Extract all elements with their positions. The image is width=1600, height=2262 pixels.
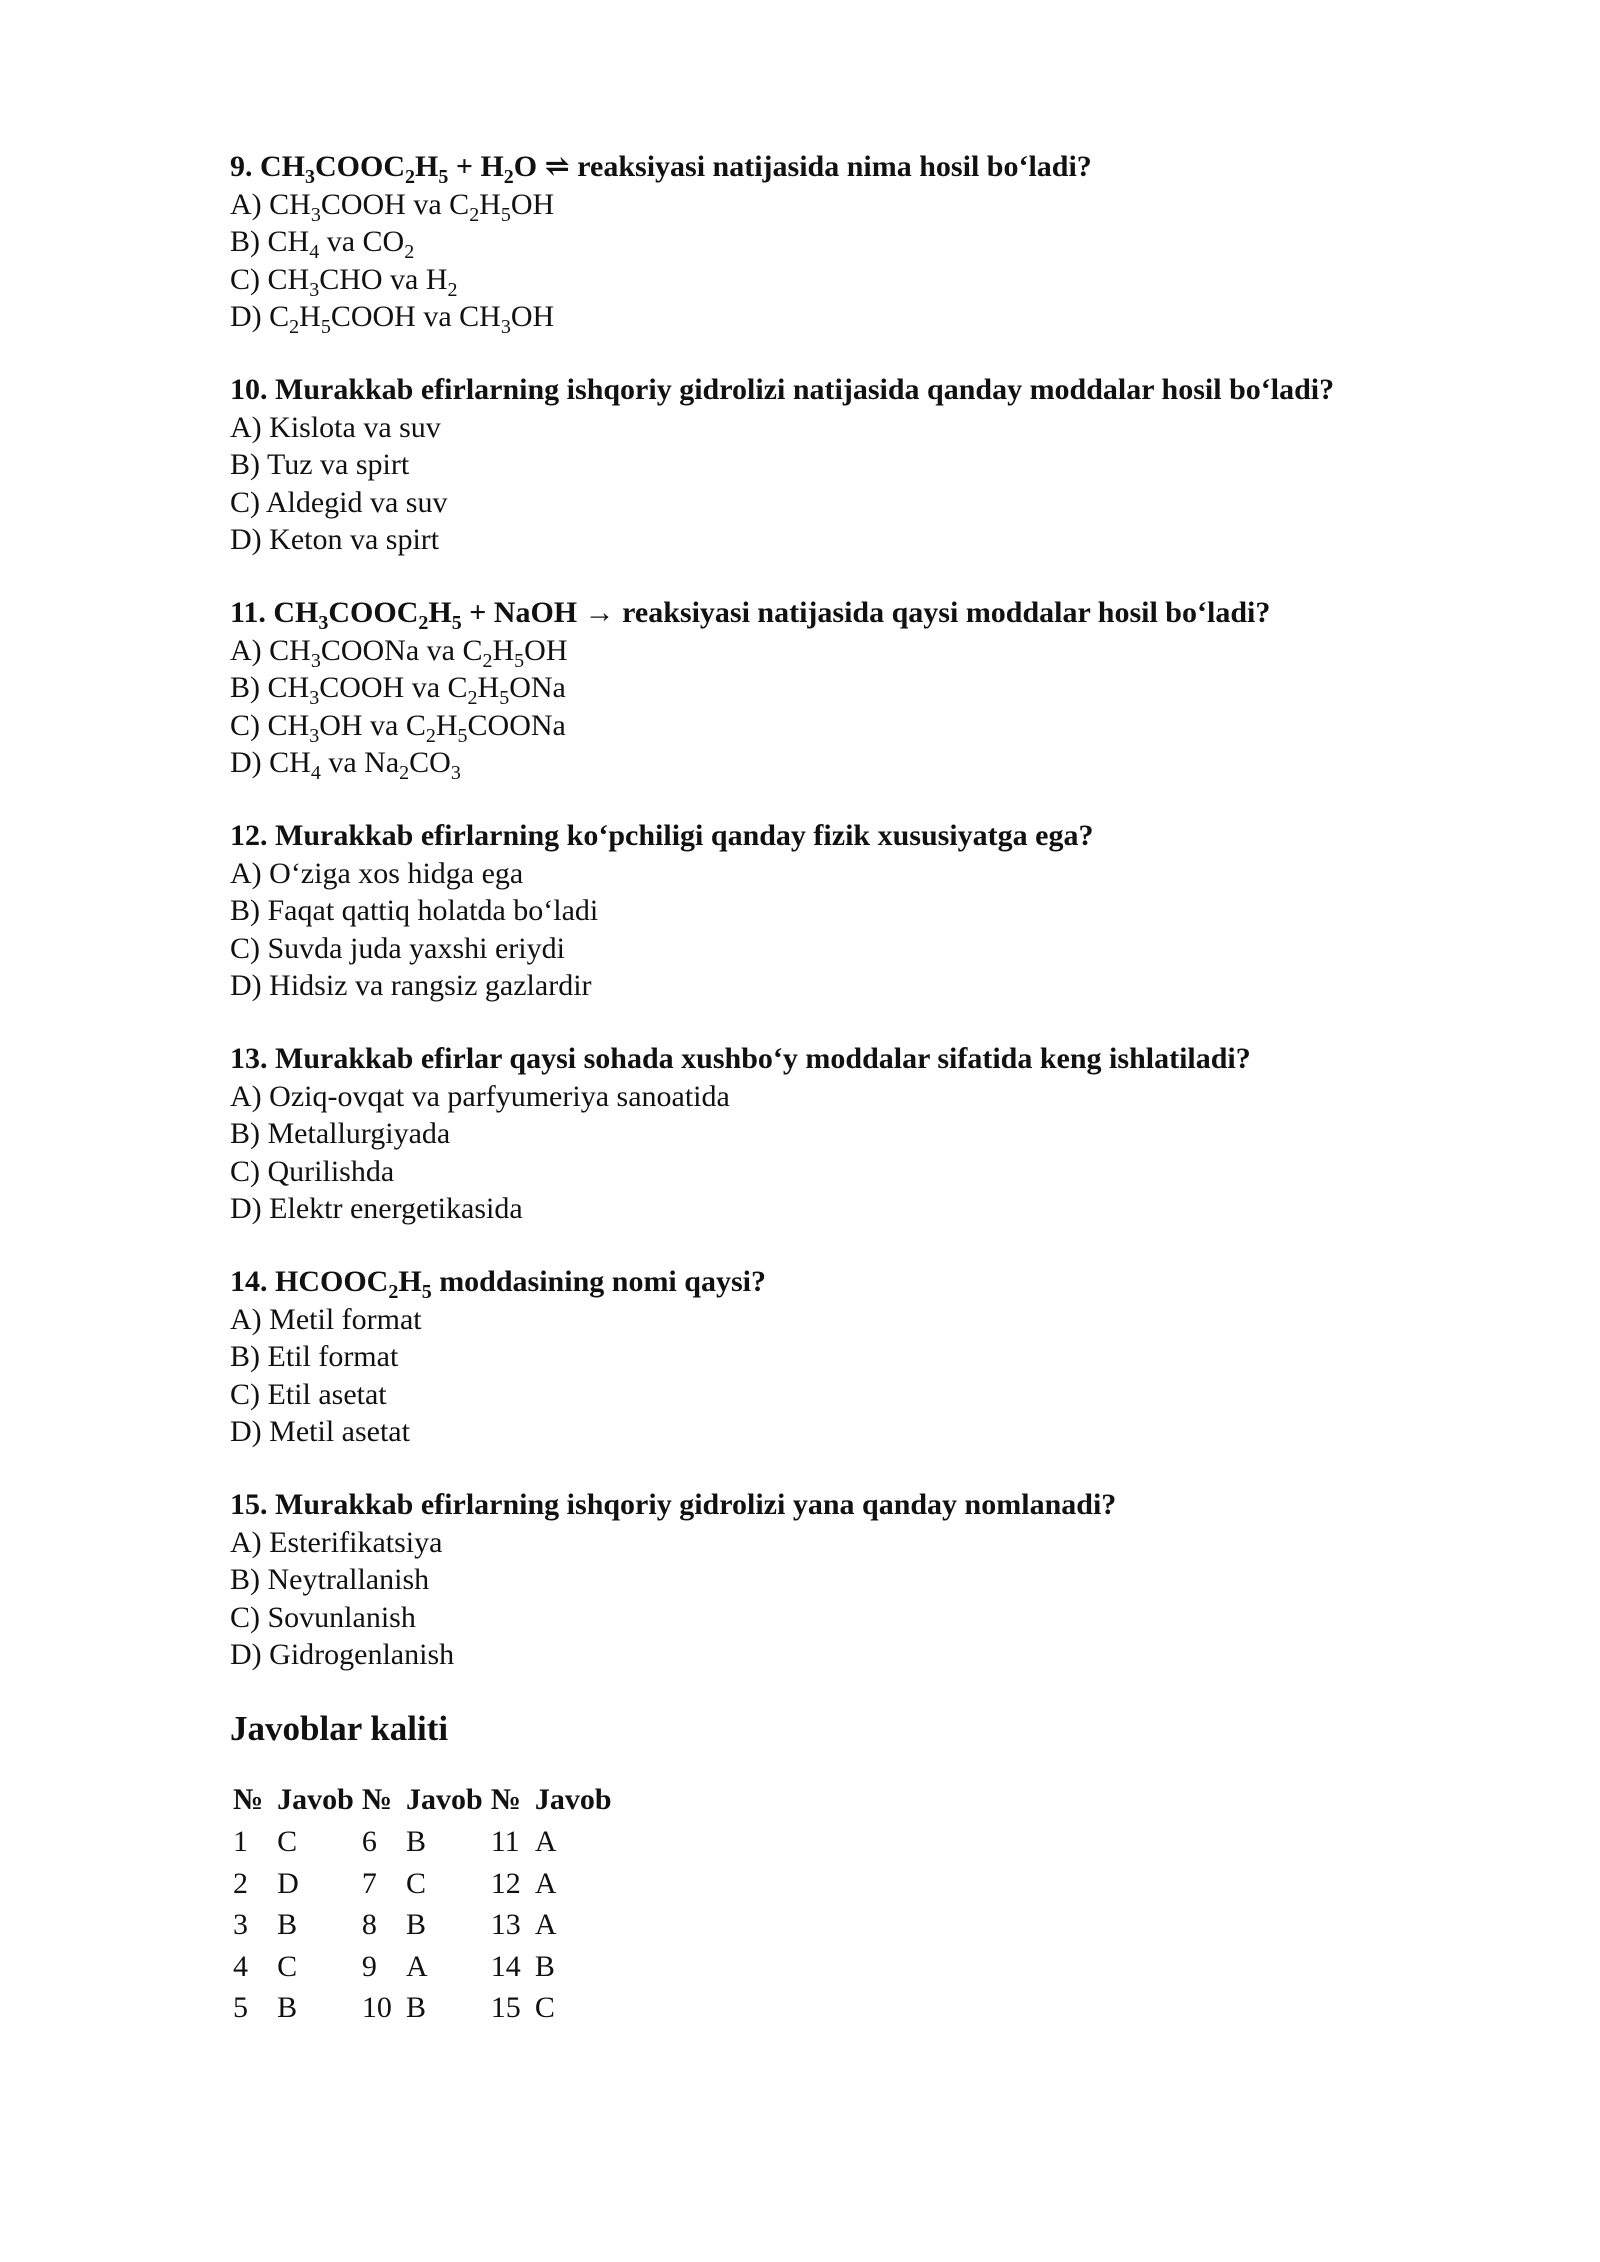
text-fragment: OH (510, 300, 555, 333)
question-block (230, 594, 1430, 782)
question-number-cell: 12 (490, 1866, 521, 1900)
text-fragment: C) Suvda juda yaxshi eriydi (230, 931, 565, 965)
subscript: 5 (499, 687, 510, 709)
text-fragment: va CO (319, 225, 405, 258)
subscript: 5 (451, 612, 462, 634)
subscript: 2 (418, 612, 429, 634)
text-fragment: D) Hidsiz va rangsiz gazlardir (230, 969, 592, 1002)
text-fragment: OH (524, 633, 568, 667)
header-answer: Javob (277, 1783, 354, 1816)
answer-option (230, 298, 1430, 336)
subscript: 5 (457, 724, 468, 747)
answer-option (230, 1636, 1430, 1674)
subscript: 3 (309, 687, 320, 709)
answer-option (230, 186, 1430, 224)
text-fragment: 12. Murakkab efirlarning ko‘pchiligi qanday fizik xususiyatga ega? (230, 819, 1094, 852)
answer-option (230, 1599, 1430, 1637)
subscript: 2 (388, 1281, 399, 1303)
answer-option (230, 744, 1430, 782)
text-fragment: A) O‘ziga xos hidga ega (230, 856, 524, 890)
question-number-cell: 13 (490, 1908, 521, 1941)
answer-letter-cell: B (534, 1949, 555, 1983)
question-number-cell: 6 (361, 1825, 377, 1858)
text-fragment: + H (448, 150, 504, 183)
text-fragment: H (479, 187, 501, 221)
question-block (230, 148, 1430, 336)
text-fragment: 10. Murakkab efirlarning ishqoriy gidrolizi natijasida qanday moddalar hosil bo‘ladi? (230, 373, 1335, 406)
header-number: № (233, 1783, 264, 1816)
answer-option (230, 521, 1430, 559)
answer-option (230, 632, 1430, 670)
subscript: 5 (500, 203, 511, 226)
text-fragment: H (428, 596, 452, 629)
text-fragment: H (415, 150, 439, 183)
question-text (230, 148, 1430, 186)
text-fragment: C) Etil asetat (230, 1377, 387, 1411)
text-fragment: D) Elektr energetikasida (230, 1192, 523, 1225)
subscript: 2 (405, 166, 415, 188)
answer-letter-cell: C (277, 1825, 298, 1858)
text-fragment: H (435, 708, 458, 742)
subscript: 3 (450, 762, 461, 784)
question-text (230, 594, 1430, 632)
answer-key-body (233, 1821, 620, 2029)
text-fragment: CO (409, 746, 451, 779)
text-fragment: 11. CH (230, 596, 319, 629)
answer-key-row (233, 1987, 620, 2029)
text-fragment: COOH va CH (330, 300, 501, 333)
subscript: 5 (421, 1281, 432, 1303)
subscript: 2 (503, 166, 514, 188)
question-number-cell: 7 (361, 1866, 377, 1900)
answer-key-row (233, 1863, 620, 1905)
question-text (230, 817, 1430, 855)
answer-option (230, 1524, 1430, 1562)
question-number-cell: 10 (361, 1991, 392, 2024)
answer-option (230, 1561, 1430, 1599)
question-text (230, 371, 1430, 409)
question-block (230, 371, 1430, 559)
text-fragment: A) CH (230, 633, 311, 667)
question-list (230, 148, 1430, 1674)
text-fragment: ONa (509, 671, 566, 704)
text-fragment: A) CH (230, 187, 311, 221)
question-number-cell: 1 (233, 1825, 248, 1858)
question-text (230, 1040, 1430, 1078)
question-number-cell: 2 (233, 1866, 248, 1900)
answer-option (230, 1301, 1430, 1339)
text-fragment: CHO va H (319, 262, 448, 296)
question-block (230, 1486, 1430, 1674)
question-number-cell: 15 (490, 1991, 521, 2024)
text-fragment: COOC (315, 150, 405, 183)
subscript: 4 (310, 762, 321, 784)
text-fragment: D) Metil asetat (230, 1415, 410, 1448)
text-fragment: OH (510, 187, 555, 221)
text-fragment: B) Etil format (230, 1340, 399, 1373)
subscript: 5 (514, 649, 525, 672)
answer-option (230, 930, 1430, 968)
subscript: 3 (310, 649, 321, 672)
text-fragment: COONa va C (320, 633, 483, 667)
question-number-cell: 11 (490, 1825, 520, 1858)
question-number-cell: 3 (233, 1908, 248, 1941)
text-fragment: O ⇌ reaksiyasi natijasida nima hosil bo‘ladi? (513, 150, 1092, 183)
header-number: № (361, 1783, 392, 1816)
answer-letter-cell: B (277, 1991, 298, 2024)
subscript: 2 (447, 278, 458, 301)
answer-option (230, 409, 1430, 447)
text-fragment: H (477, 671, 500, 704)
answer-key-table (233, 1779, 620, 2029)
answer-option (230, 446, 1430, 484)
text-fragment: A) Metil format (230, 1302, 422, 1336)
subscript: 3 (318, 612, 329, 634)
subscript: 3 (309, 278, 320, 301)
answer-letter-cell: B (277, 1908, 298, 1941)
answer-option (230, 261, 1430, 299)
text-fragment: B) CH (230, 225, 310, 258)
answer-letter-cell: C (534, 1991, 555, 2024)
answer-option (230, 707, 1430, 745)
subscript: 2 (404, 241, 415, 263)
header-answer: Javob (406, 1783, 483, 1816)
text-fragment: C) Qurilishda (230, 1154, 395, 1188)
text-fragment: H (398, 1265, 422, 1298)
text-fragment: va Na (320, 746, 400, 779)
header-answer: Javob (534, 1783, 612, 1816)
subscript: 5 (320, 316, 331, 338)
subscript: 3 (305, 166, 315, 188)
text-fragment: D) C (230, 300, 290, 333)
question-text (230, 1486, 1430, 1524)
answer-option (230, 1338, 1430, 1376)
answer-option (230, 1153, 1430, 1191)
text-fragment: + NaOH → reaksiyasi natijasida qaysi moddalar hosil bo‘ladi? (461, 596, 1271, 629)
subscript: 2 (399, 762, 410, 784)
answer-key-heading: Javoblar kaliti (230, 1709, 449, 1748)
question-number-cell: 9 (361, 1949, 377, 1983)
text-fragment: moddasining nomi qaysi? (431, 1265, 766, 1298)
text-fragment: 14. HCOOC (230, 1265, 389, 1298)
answer-option (230, 1413, 1430, 1451)
text-fragment: A) Kislota va suv (230, 410, 441, 444)
text-fragment: A) Oziq-ovqat va parfyumeriya sanoatida (230, 1079, 730, 1113)
text-fragment: 9. CH (230, 150, 305, 183)
subscript: 3 (310, 203, 321, 226)
answer-option (230, 1376, 1430, 1414)
answer-option (230, 223, 1430, 261)
subscript: 5 (438, 166, 449, 188)
answer-option (230, 1078, 1430, 1116)
text-fragment: 13. Murakkab efirlar qaysi sohada xushbo‘y moddalar sifatida keng ishlatiladi? (230, 1042, 1251, 1075)
subscript: 4 (309, 241, 320, 263)
text-fragment: COOH va C (319, 671, 468, 704)
question-text (230, 1263, 1430, 1301)
text-fragment: COOC (328, 596, 419, 629)
answer-option (230, 669, 1430, 707)
answer-key-row (233, 1946, 620, 1988)
text-fragment: B) CH (230, 671, 310, 704)
question-block (230, 1040, 1430, 1228)
subscript: 2 (425, 724, 436, 747)
subscript: 3 (500, 316, 511, 338)
text-fragment: H (492, 633, 515, 667)
answer-option (230, 892, 1430, 930)
question-number-cell: 5 (233, 1991, 248, 2024)
answer-letter-cell: A (534, 1825, 557, 1858)
answer-key-row (233, 1821, 620, 1863)
text-fragment: C) Sovunlanish (230, 1600, 416, 1634)
subscript: 2 (482, 649, 493, 672)
answer-key-header-row (233, 1779, 620, 1821)
answer-letter-cell: B (406, 1991, 427, 2024)
subscript: 2 (469, 203, 480, 226)
text-fragment: H (299, 300, 321, 333)
answer-option (230, 1115, 1430, 1153)
text-fragment: C) CH (230, 262, 310, 296)
text-fragment: B) Tuz va spirt (230, 448, 410, 481)
text-fragment: D) Keton va spirt (230, 523, 440, 556)
answer-option (230, 484, 1430, 522)
text-fragment: D) CH (230, 746, 311, 779)
answer-letter-cell: A (406, 1949, 428, 1983)
text-fragment: COONa (467, 708, 566, 742)
answer-option (230, 967, 1430, 1005)
subscript: 2 (289, 316, 300, 338)
question-block (230, 1263, 1430, 1451)
text-fragment: OH va C (319, 708, 426, 742)
answer-letter-cell: D (277, 1866, 299, 1900)
question-block (230, 817, 1430, 1005)
subscript: 2 (467, 687, 478, 709)
question-number-cell: 14 (490, 1949, 521, 1983)
subscript: 3 (309, 724, 320, 747)
text-fragment: COOH va C (320, 187, 470, 221)
question-number-cell: 4 (233, 1949, 248, 1983)
text-fragment: C) Aldegid va suv (230, 485, 448, 519)
answer-letter-cell: B (406, 1908, 427, 1941)
text-fragment: B) Faqat qattiq holatda bo‘ladi (230, 894, 599, 927)
answer-letter-cell: B (406, 1825, 427, 1858)
text-fragment: B) Metallurgiyada (230, 1117, 451, 1150)
answer-letter-cell: C (277, 1949, 298, 1983)
document-page (230, 148, 1430, 2029)
answer-letter-cell: A (534, 1908, 557, 1941)
text-fragment: D) Gidrogenlanish (230, 1638, 455, 1671)
answer-option (230, 1190, 1430, 1228)
text-fragment: 15. Murakkab efirlarning ishqoriy gidrolizi yana qanday nomlanadi? (230, 1488, 1117, 1521)
text-fragment: B) Neytrallanish (230, 1563, 430, 1596)
answer-letter-cell: A (534, 1866, 557, 1900)
header-number: № (490, 1783, 521, 1816)
answer-key-row (233, 1904, 620, 1946)
answer-option (230, 855, 1430, 893)
text-fragment: A) Esterifikatsiya (230, 1525, 443, 1559)
answer-letter-cell: C (406, 1866, 427, 1900)
text-fragment: C) CH (230, 708, 310, 742)
question-number-cell: 8 (361, 1908, 377, 1941)
